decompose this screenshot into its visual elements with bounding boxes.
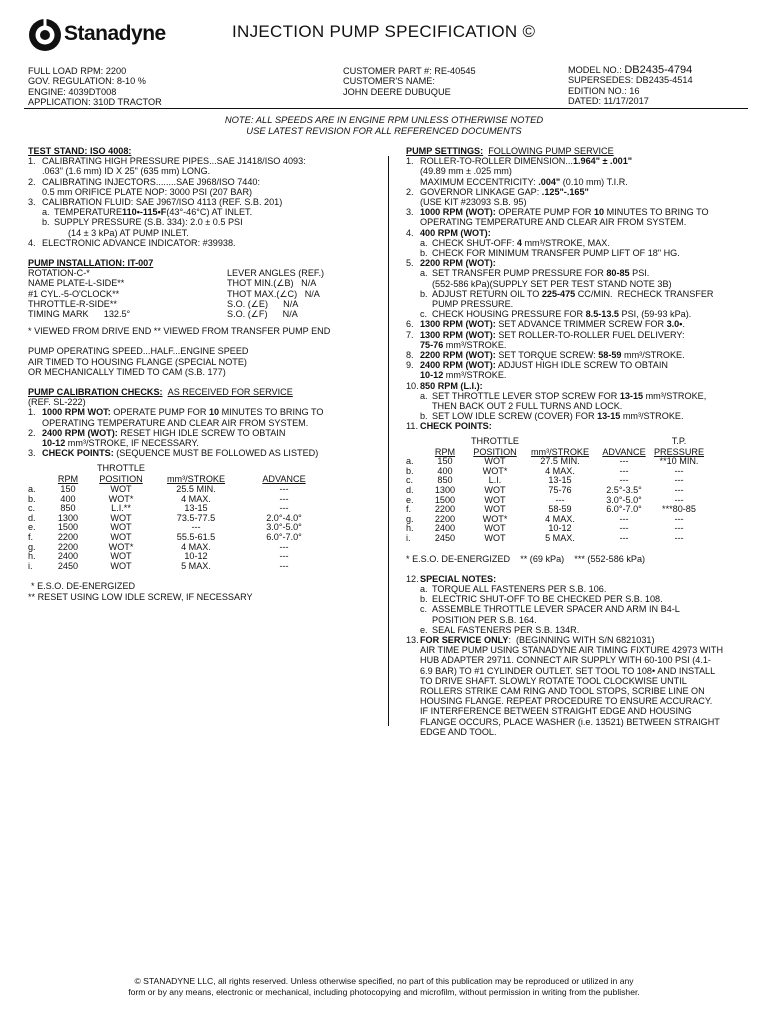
text: (552-586 kPa)(SUPPLY SET PER TEST STAND NOTE 3B) [432,278,672,289]
text: OPERATING TEMPERATURE AND CLEAR AIR FROM SYSTEM. [42,417,309,428]
text: SET TRANSFER PUMP PRESSURE FOR [432,268,607,279]
item-number: 7. [406,329,414,340]
value: 10-12 [420,370,444,381]
cell: WOT [484,533,506,544]
footer-line: form or by any means, electronic or mechanical, including photocopying and microfilm, without permission in writing from the publisher. [128,987,640,997]
cell: 2450 [57,560,79,571]
item-number: 4. [28,237,36,248]
install-right: S.O. (∠F) N/A [227,309,298,320]
install-left: #1 CYL.-5-O'CLOCK** [28,288,120,299]
text: SET ADVANCE TRIMMER SCREW FOR [495,319,667,330]
cell: d. [28,512,36,523]
cell: 3.0°-5.0° [606,494,642,505]
step-label: CHECK POINTS: [420,421,492,432]
sub-letter: c. [420,309,428,320]
header-right-line: SUPERSEDES: DB2435-4514 [568,75,693,86]
table-row [28,562,328,572]
install-left: NAME PLATE-L-SIDE** [28,278,125,289]
text: (14 ± 3 kPa) AT PUMP INLET. [68,227,189,238]
text: ROLLERS STRIKE CAM RING AND TOOL STOPS, SCRIBE LINE ON [420,686,705,697]
value: 10 [208,407,220,418]
cell: e. [406,494,414,505]
value: 10 [594,207,605,218]
step-label: 1000 RPM (WOT): [420,207,496,218]
install-right: LEVER ANGLES (REF.) [227,268,325,279]
text: (49.89 mm ± .025 mm) [420,166,512,177]
install-left: THROTTLE-R-SIDE** [28,298,117,309]
cell: --- [279,560,289,571]
stanadyne-logo-icon [28,18,62,52]
text: SET THROTTLE LEVER STOP SCREW FOR [432,390,620,401]
text: TORQUE ALL FASTENERS PER S.B. 106. [432,584,607,595]
item-number: 2. [28,176,36,187]
cell: WOT [110,560,132,571]
text: mm³/STROKE. [621,350,685,361]
column-header: PRESSURE [653,446,705,457]
cell: 400 [60,493,76,504]
value: 10-12 [42,438,66,449]
text: MAXIMUM ECCENTRICITY: [420,176,539,187]
cell: --- [619,475,629,486]
cell: e. [28,522,36,533]
cell: 2400 [57,551,79,562]
cell: b. [28,493,36,504]
section-title-tail: AS RECEIVED FOR SERVICE [167,387,293,398]
item-number: 11. [406,421,418,432]
column-header: ADVANCE [262,474,306,485]
header-right [568,65,693,107]
step-label: 2400 RPM (WOT): [42,427,118,438]
check-points-table [406,437,706,544]
operating-line: PUMP OPERATING SPEED...HALF...ENGINE SPEED [28,346,249,357]
cell: 1300 [57,512,79,523]
item-number: 3. [28,197,36,208]
cell: 850 [60,503,76,514]
cell: 4 MAX. [545,513,575,524]
text: : (BEGINNING WITH S/N 6821031) [508,635,655,646]
cell: --- [619,465,629,476]
column-header: THROTTLE [97,463,145,474]
text: AIR TIME PUMP USING STANADYNE AIR TIMING FIXTURE 42973 WITH [420,645,724,656]
step-label: 2200 RPM (WOT): [420,258,496,269]
cell: 6.0°-7.0° [606,504,642,515]
column-header: THROTTLE [471,435,519,446]
cell: WOT* [482,513,508,524]
cell: g. [28,541,36,552]
cell: L.I.** [111,503,131,514]
text: IF INTERFERENCE BETWEEN STRAIGHT EDGE AND HOUSING [420,706,692,717]
text: ASSEMBLE THROTTLE LEVER SPACER AND ARM IN B4-L [432,604,680,615]
cell: f. [406,504,412,515]
header-middle [343,66,476,97]
cell: --- [674,513,684,524]
header-middle-line: JOHN DEERE DUBUQUE [343,86,451,97]
header-middle-line: CUSTOMER PART #: RE-40545 [343,66,476,76]
table-row [406,534,706,544]
document-title: INJECTION PUMP SPECIFICATION © [232,22,536,41]
header-left-line: ENGINE: 4039DT008 [28,86,117,97]
value: 110•-115•F [122,207,167,218]
note-line: NOTE: ALL SPEEDS ARE IN ENGINE RPM UNLESS OTHERWISE NOTED [224,114,544,125]
value: 13-15 [597,411,621,422]
sub-letter: b. [420,411,428,422]
value: 4 [516,237,522,248]
pump-installation-section [28,258,384,336]
test-stand-item: CALIBRATION FLUID: SAE J967/ISO 4113 (REF. S.B. 201) [42,197,283,208]
cell: 4 MAX. [545,465,575,476]
header-left-line: GOV. REGULATION: 8-10 % [28,76,146,87]
cell: h. [28,551,36,562]
value: 80-85 [606,268,630,279]
footnote: * E.S.O. DE-ENERGIZED ** (69 kPa) *** (552-586 kPa) [406,553,646,564]
text: SUPPLY PRESSURE (S.B. 334): 2.0 ± 0.5 PSI [54,217,243,228]
cell: --- [619,533,629,544]
cell: --- [279,484,289,495]
text: THEN BACK OUT 2 FULL TURNS AND LOCK. [432,401,623,412]
cell: --- [674,523,684,534]
cell: h. [406,523,414,534]
item-number: 12. [406,573,419,584]
text: EDGE AND TOOL. [420,726,497,737]
text: (SEQUENCE MUST BE FOLLOWED AS LISTED) [113,448,319,459]
column-header: POSITION [99,474,143,485]
cell: 58-59 [548,504,572,515]
cell: --- [674,533,684,544]
cell: --- [279,541,289,552]
value: 13-15 [619,390,644,401]
cell: 2200 [57,541,79,552]
value: 58-59 [598,350,622,361]
cell: 1500 [434,494,456,505]
footnote: * E.S.O. DE-ENERGIZED [31,581,136,592]
text: SET ROLLER-TO-ROLLER FUEL DELIVERY: [495,329,685,340]
item-number: 10. [406,380,419,391]
cell: WOT [110,532,132,543]
sub-letter: c. [420,604,428,615]
text: POSITION PER S.B. 164. [432,614,537,625]
cell: --- [619,456,629,467]
install-right: THOT MIN.(∠B) N/A [227,278,317,289]
sub-letter: b. [420,288,428,299]
text: CHECK FOR MINIMUM TRANSFER PUMP LIFT OF 18" HG. [432,248,680,259]
text: TEMPERATURE [54,207,123,218]
model-label: MODEL NO.: [568,65,622,75]
text: . [682,319,685,330]
step-label: 2400 RPM (WOT): [420,360,496,371]
cell: 2200 [57,532,79,543]
column-header: T.P. [671,435,687,446]
value: 75-76 [420,339,444,350]
value: 1.964" ± .001" [572,156,633,167]
operating-speed [28,346,384,377]
install-right: S.O. (∠E) N/A [227,298,299,309]
copyright-footer [0,976,768,998]
item-number: 1. [28,407,36,418]
item-number: 3. [28,448,36,459]
test-stand-item-cont: .063" (1.6 mm) ID X 25" (635 mm) LONG. [42,166,211,177]
cell: WOT [484,504,506,515]
text: OPERATING TEMPERATURE AND CLEAR AIR FROM SYSTEM. [420,217,687,228]
cell: --- [279,551,289,562]
text: GOVERNOR LINKAGE GAP: [420,186,542,197]
header-right-line: DATED: 11/17/2017 [568,96,649,107]
cell: WOT [484,485,506,496]
install-right: THOT MAX.(∠C) N/A [227,288,320,299]
cell: WOT [110,522,132,533]
cell: --- [619,523,629,534]
text: mm³/STROKE. [443,370,507,381]
text: CHECK HOUSING PRESSURE FOR [432,309,586,320]
cell: --- [555,494,565,505]
note-line: USE LATEST REVISION FOR ALL REFERENCED DOCUMENTS [246,125,522,136]
text: mm³/STROKE, MAX. [521,237,610,248]
text: ADJUST HIGH IDLE SCREW TO OBTAIN [495,360,668,371]
step-label: FOR SERVICE ONLY [420,635,509,646]
cell: 2.5°-3.5° [606,485,642,496]
footer-line: © STANADYNE LLC, all rights reserved. Unless otherwise specified, no part of this publication may be reproduced or utilized in any [134,976,634,986]
cell: f. [28,532,34,543]
cell: WOT [110,551,132,562]
cell: 3.0°-5.0° [266,522,302,533]
text: ELECTRIC SHUT-OFF TO BE CHECKED PER S.B. 108. [432,594,663,605]
cell: 2400 [434,523,456,534]
item-number: 13. [406,635,419,646]
cell: b. [406,465,414,476]
cell: WOT* [108,493,134,504]
item-number: 5. [406,258,414,269]
text: SEAL FASTENERS PER S.B. 134R. [432,624,580,635]
cell: 2450 [434,533,456,544]
text: PSI. [629,268,650,279]
item-number: 2. [406,186,414,197]
cell: c. [28,503,36,514]
footnote: ** RESET USING LOW IDLE SCREW, IF NECESSARY [28,591,253,602]
text: CC/MIN. RECHECK TRANSFER [575,288,714,299]
cell: 6.0°-7.0° [266,532,302,543]
sub-letter: a. [42,207,50,218]
section-title: TEST STAND: ISO 4008: [28,146,132,156]
value: .125"-.165" [541,186,589,197]
cell: 4 MAX. [181,493,211,504]
cell: 2.0°-4.0° [266,512,302,523]
cell: WOT [110,484,132,495]
cell: 1300 [434,485,456,496]
column-header: mm³/STROKE [530,446,590,457]
sub-letter: a. [420,268,428,279]
cell: 1500 [57,522,79,533]
cell: 4 MAX. [181,541,211,552]
cell: i. [28,560,33,571]
item-number: 2. [28,427,36,438]
item-number: 1. [406,156,414,167]
cell: a. [28,484,36,495]
cell: 10-12 [548,523,572,534]
model-value: DB2435-4794 [624,64,693,76]
step-label: CHECK POINTS: [42,448,114,459]
header-right-line: EDITION NO.: 16 [568,85,640,96]
cell: 150 [60,484,76,495]
cell: ***80-85 [662,504,696,515]
item-number: 6. [406,319,414,330]
section-title: PUMP INSTALLATION: IT-007 [28,258,154,269]
install-left: TIMING MARK 132.5° [28,309,131,320]
cell: 27.5 MIN. [540,456,580,467]
sub-letter: a. [420,237,428,248]
value: .004" [538,176,561,187]
cell: WOT [484,456,506,467]
text: ROLLER-TO-ROLLER DIMENSION... [420,156,573,167]
column-divider [388,156,389,726]
test-stand-section [28,146,384,248]
sub-letter: a. [420,390,428,401]
test-stand-item: CALIBRATING HIGH PRESSURE PIPES...SAE J1418/ISO 4093: [42,156,306,167]
step-label: 850 RPM (L.I.): [420,380,483,391]
header-left-line: FULL LOAD RPM: 2200 [28,66,127,76]
text: FLANGE OCCURS, PLACE WASHER (i.e. 13521) BETWEEN STRAIGHT [420,716,720,727]
cell: WOT [484,494,506,505]
cell: WOT [484,523,506,534]
section-title-tail: FOLLOWING PUMP SERVICE [488,146,614,156]
cell: i. [406,533,411,544]
section-title: PUMP SETTINGS: [406,146,484,156]
right-column [406,146,750,737]
cell: 400 [437,465,453,476]
cell: WOT [110,512,132,523]
cell: 150 [437,456,453,467]
text: SET TORQUE SCREW: [495,350,599,361]
column-header: RPM [434,446,456,457]
test-stand-item: ELECTRONIC ADVANCE INDICATOR: #39938. [42,237,236,248]
value: 8.5-13.5 [585,309,619,320]
value: 3.0• [666,319,683,330]
calibration-table [28,464,328,571]
left-column [28,146,384,602]
cell: 55.5-61.5 [176,532,216,543]
sub-letter: a. [420,584,428,595]
header-middle-line: CUSTOMER'S NAME: [343,76,435,87]
cell: --- [279,493,289,504]
cell: d. [406,485,414,496]
item-number: 9. [406,360,414,371]
cell: 2200 [434,504,456,515]
text: MINUTES TO BRING TO [219,407,324,418]
calibration-section [28,387,384,602]
cell: g. [406,513,414,524]
text: (USE KIT #23093 S.B. 95) [420,197,527,208]
item-number: 8. [406,350,414,361]
step-label: 1300 RPM (WOT): [420,329,496,340]
operating-line: OR MECHANICALLY TIMED TO CAM (S.B. 177) [28,366,226,377]
text: OPERATE PUMP FOR [495,207,594,218]
cell: **10 MIN. [659,456,699,467]
cell: 10-12 [184,551,208,562]
test-stand-item-cont: 0.5 mm ORIFICE PLATE NOP: 3000 PSI (207 BAR) [42,186,253,197]
cell: WOT* [482,465,508,476]
cell: 13-15 [548,475,572,486]
sub-letter: b. [420,248,428,259]
cell: 75-76 [548,485,572,496]
header-rule [24,108,748,109]
cell: --- [279,503,289,514]
cell: 5 MAX. [545,533,575,544]
text: mm³/STROKE, IF NECESSARY. [65,438,199,449]
test-stand-item: CALIBRATING INJECTORS........SAE J968/ISO 7440: [42,176,260,187]
operating-line: AIR TIMED TO HOUSING FLANGE (SPECIAL NOTE) [28,356,247,367]
step-label: 2200 RPM (WOT): [420,350,496,361]
text: RESET HIGH IDLE SCREW TO OBTAIN [117,427,286,438]
cell: --- [619,513,629,524]
cell: --- [674,475,684,486]
cell: L.I. [488,475,502,486]
text: PSI, (59-93 kPa). [618,309,692,320]
reference: (REF. SL-222) [28,397,86,408]
step-label: SPECIAL NOTES: [420,573,497,584]
viewed-note: * VIEWED FROM DRIVE END ** VIEWED FROM TRANSFER PUMP END [28,326,331,337]
cell: 850 [437,475,453,486]
text: mm³/STROKE. [620,411,684,422]
cell: --- [674,485,684,496]
cell: --- [191,522,201,533]
sub-letter: b. [42,217,50,228]
cell: WOT* [108,541,134,552]
step-label: 400 RPM (WOT): [420,227,491,238]
cell: 13-15 [184,503,208,514]
step-label: 1300 RPM (WOT): [420,319,496,330]
text: (43°-46°C) AT INLET. [166,207,253,218]
step-label: 1000 RPM WOT: [42,407,111,418]
column-header: ADVANCE [602,446,646,457]
column-header: RPM [57,474,79,485]
text: CHECK SHUT-OFF: [432,237,517,248]
text: ADJUST RETURN OIL TO [432,288,542,299]
section-title: PUMP CALIBRATION CHECKS: [28,387,163,398]
text: mm³/STROKE. [443,339,507,350]
cell: 25.5 MIN. [176,484,216,495]
text: OPERATE PUMP FOR [110,407,209,418]
sub-letter: b. [420,594,428,605]
text: MINUTES TO BRING TO [604,207,709,218]
item-number: 4. [406,227,414,238]
cell: 73.5-77.5 [176,512,216,523]
item-number: 3. [406,207,414,218]
cell: a. [406,456,414,467]
text: PUMP PRESSURE. [432,299,514,310]
text: HUB ADAPTER 29711. CONNECT AIR SUPPLY WITH 60-100 PSI (4.1- [420,655,711,666]
cell: c. [406,475,414,486]
column-header: mm³/STROKE [166,474,226,485]
header-left [28,66,162,108]
text: TO DRIVE SHAFT. SLOWLY ROTATE TOOL CLOCKWISE UNTIL [420,675,687,686]
cell: 2200 [434,513,456,524]
text: (0.10 mm) T.I.R. [560,176,628,187]
text: SET LOW IDLE SCREW (COVER) FOR [432,411,598,422]
header-left-line: APPLICATION: 310D TRACTOR [28,97,162,108]
sub-letter: e. [420,624,428,635]
cell: 5 MAX. [181,560,211,571]
cell: --- [674,465,684,476]
text: HOUSING FLANGE. REPEAT PROCEDURE TO ENSURE ACCURACY. [420,696,713,707]
install-left: ROTATION-C-* [28,268,90,279]
text: 6.9 BAR) TO #1 CYLINDER OUTLET. SET TOOL TO 108• AND INSTALL [420,665,716,676]
note [0,114,768,136]
text: mm³/STROKE, [643,390,707,401]
value: 225-475 [541,288,576,299]
item-number: 1. [28,156,36,167]
brand-name: Stanadyne [64,22,166,45]
cell: --- [674,494,684,505]
column-header: POSITION [473,446,517,457]
